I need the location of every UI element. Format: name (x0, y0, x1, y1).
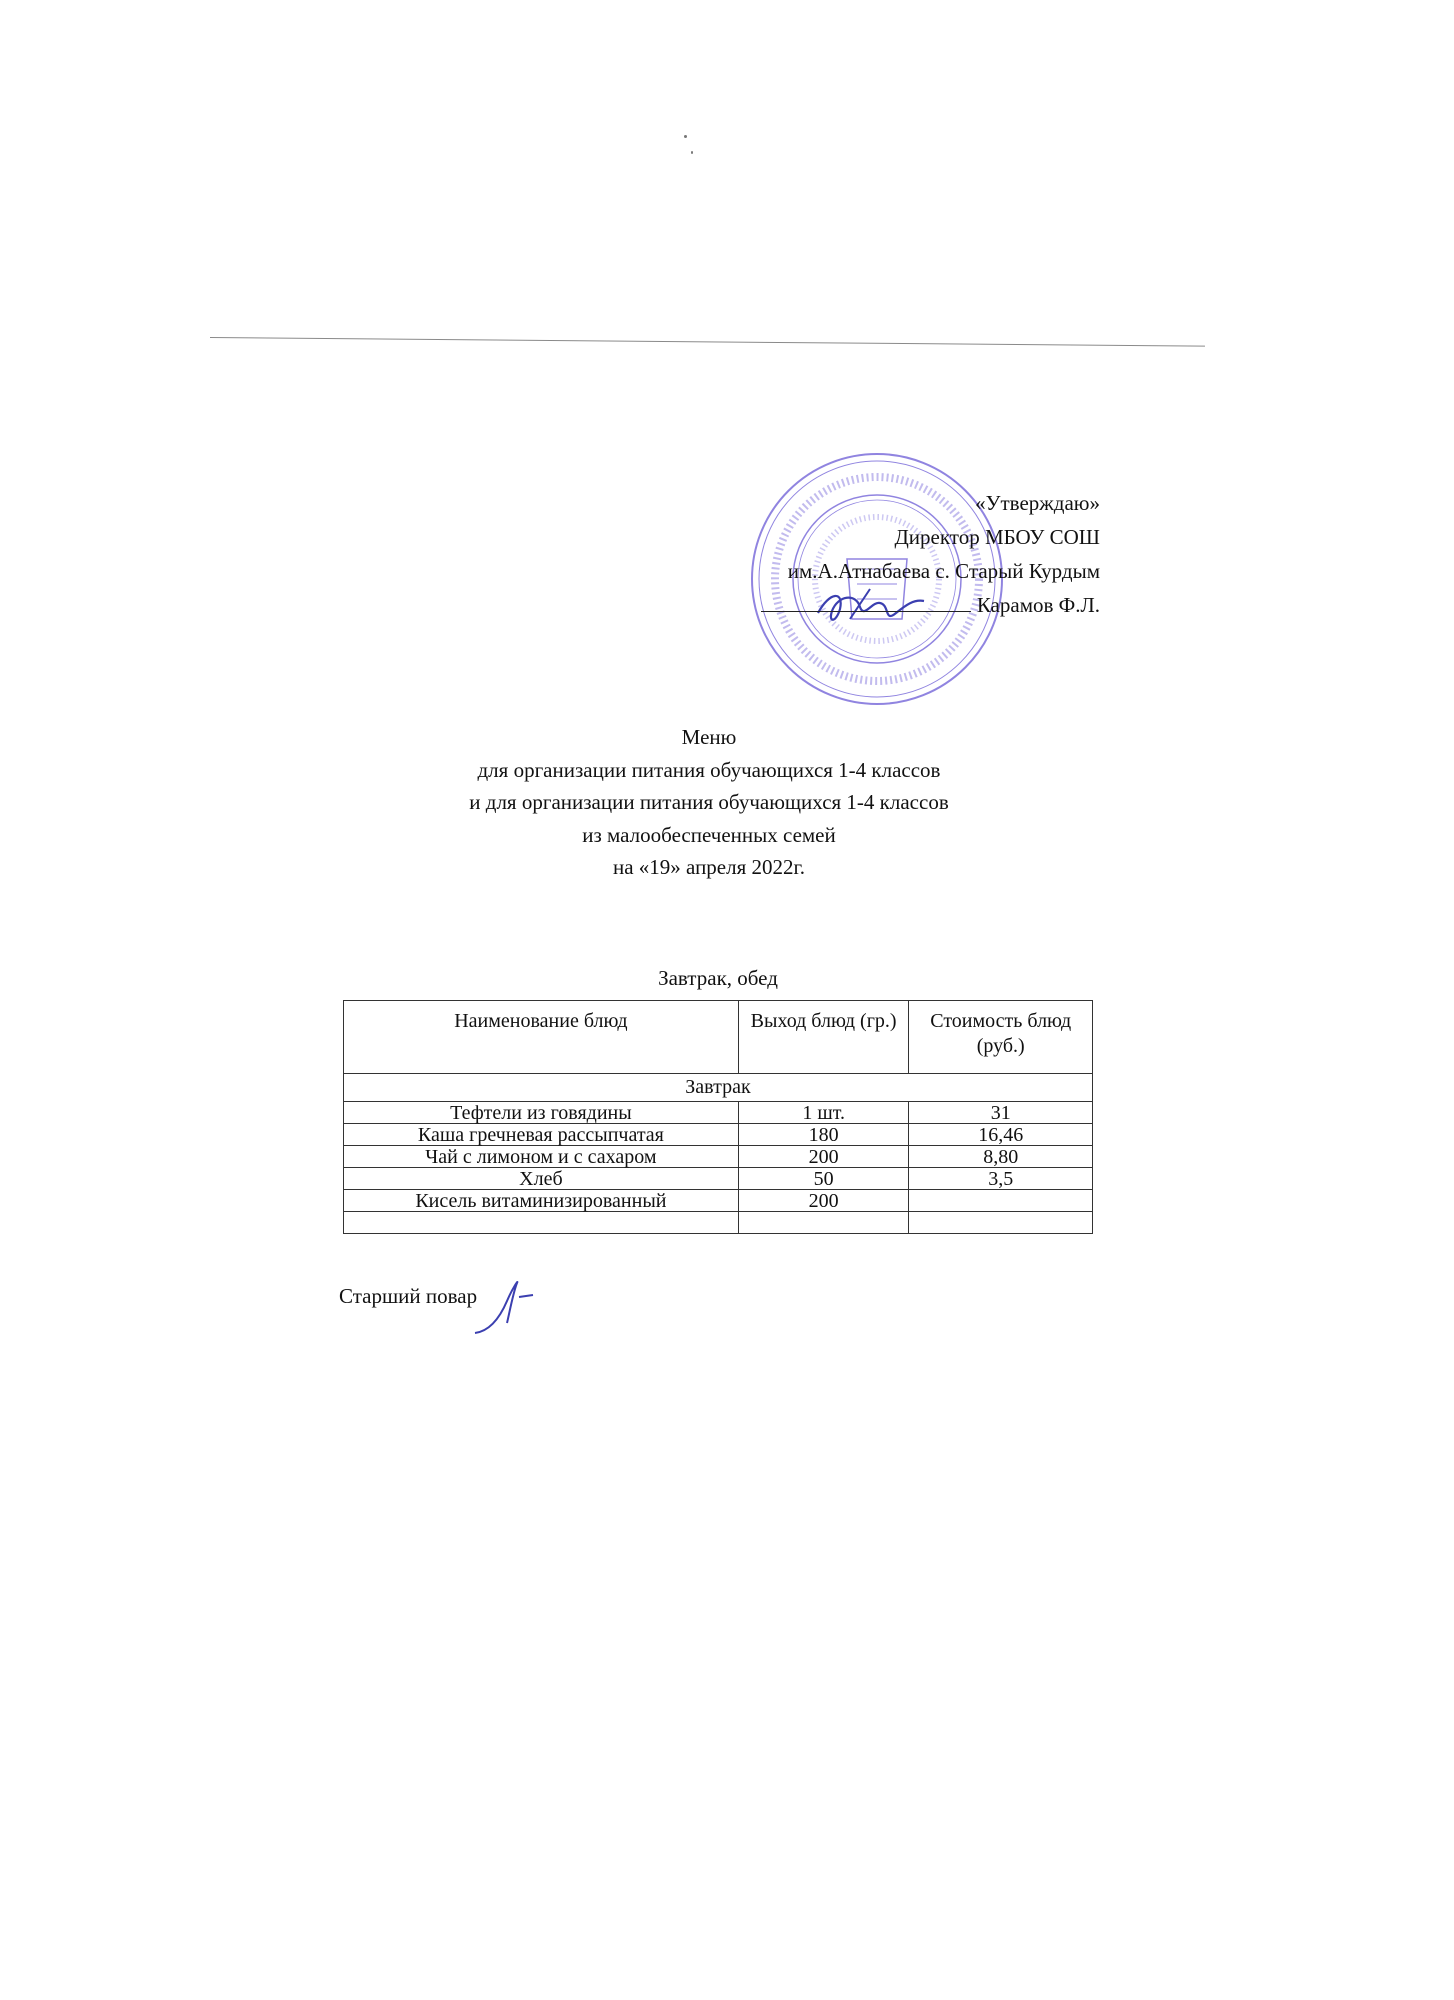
menu-subtitle-line-3: из малообеспеченных семей (582, 822, 836, 847)
table-section-row (344, 1074, 1093, 1102)
menu-table (343, 1000, 1093, 1234)
cell-output: 50 (738, 1168, 909, 1190)
cell-output: 200 (738, 1190, 909, 1212)
chef-signature (473, 1275, 553, 1337)
column-header-cost: Стоимость блюд (руб.) (909, 1001, 1093, 1074)
table-row (344, 1190, 1093, 1212)
column-header-output: Выход блюд (гр.) (738, 1001, 909, 1074)
cell-cost (909, 1212, 1093, 1234)
approval-position: Директор МБОУ СОШ (894, 525, 1100, 549)
table-header-row (344, 1001, 1093, 1074)
scan-speck (691, 151, 693, 154)
table-row (344, 1102, 1093, 1124)
menu-subtitle-line-1: для организации питания обучающихся 1-4 классов (477, 757, 941, 782)
approval-heading: «Утверждаю» (975, 491, 1100, 515)
menu-date: на «19» апреля 2022г. (612, 855, 806, 879)
cell-output: 1 шт. (738, 1102, 909, 1124)
cell-cost (909, 1190, 1093, 1212)
cell-dish-name (344, 1212, 739, 1234)
approval-block (761, 486, 1100, 622)
cell-cost: 31 (909, 1102, 1093, 1124)
cell-cost: 8,80 (909, 1146, 1093, 1168)
top-divider-line (210, 337, 1205, 347)
menu-subtitle-line-2: и для организации питания обучающихся 1-4 классов (469, 790, 949, 814)
cell-dish-name: Каша гречневая рассыпчатая (344, 1124, 739, 1146)
menu-title: Меню (681, 725, 737, 749)
menu-title-block (0, 721, 1454, 884)
cell-output (738, 1212, 909, 1234)
meal-section-title (0, 966, 1454, 991)
cell-output: 200 (738, 1146, 909, 1168)
cell-dish-name: Чай с лимоном и с сахаром (344, 1146, 739, 1168)
table-row (344, 1212, 1093, 1234)
chef-label: Старший повар (339, 1284, 478, 1308)
signature-line (761, 589, 971, 612)
cell-dish-name: Кисель витаминизированный (344, 1190, 739, 1212)
table-row (344, 1146, 1093, 1168)
approval-school-name: им.А.Атнабаева с. Старый Курдым (787, 559, 1100, 583)
approval-director-name: Карамов Ф.Л. (976, 593, 1100, 617)
column-header-dish-name: Наименование блюд (344, 1001, 739, 1074)
table-row (344, 1124, 1093, 1146)
meal-section-label: Завтрак, обед (658, 966, 778, 990)
scan-speck (684, 135, 687, 138)
approval-signature-row (761, 588, 1100, 622)
cell-cost: 16,46 (909, 1124, 1093, 1146)
cell-dish-name: Тефтели из говядины (344, 1102, 739, 1124)
table-section-label: Завтрак (344, 1074, 1093, 1102)
cell-cost: 3,5 (909, 1168, 1093, 1190)
cell-output: 180 (738, 1124, 909, 1146)
table-row (344, 1168, 1093, 1190)
cell-dish-name: Хлеб (344, 1168, 739, 1190)
